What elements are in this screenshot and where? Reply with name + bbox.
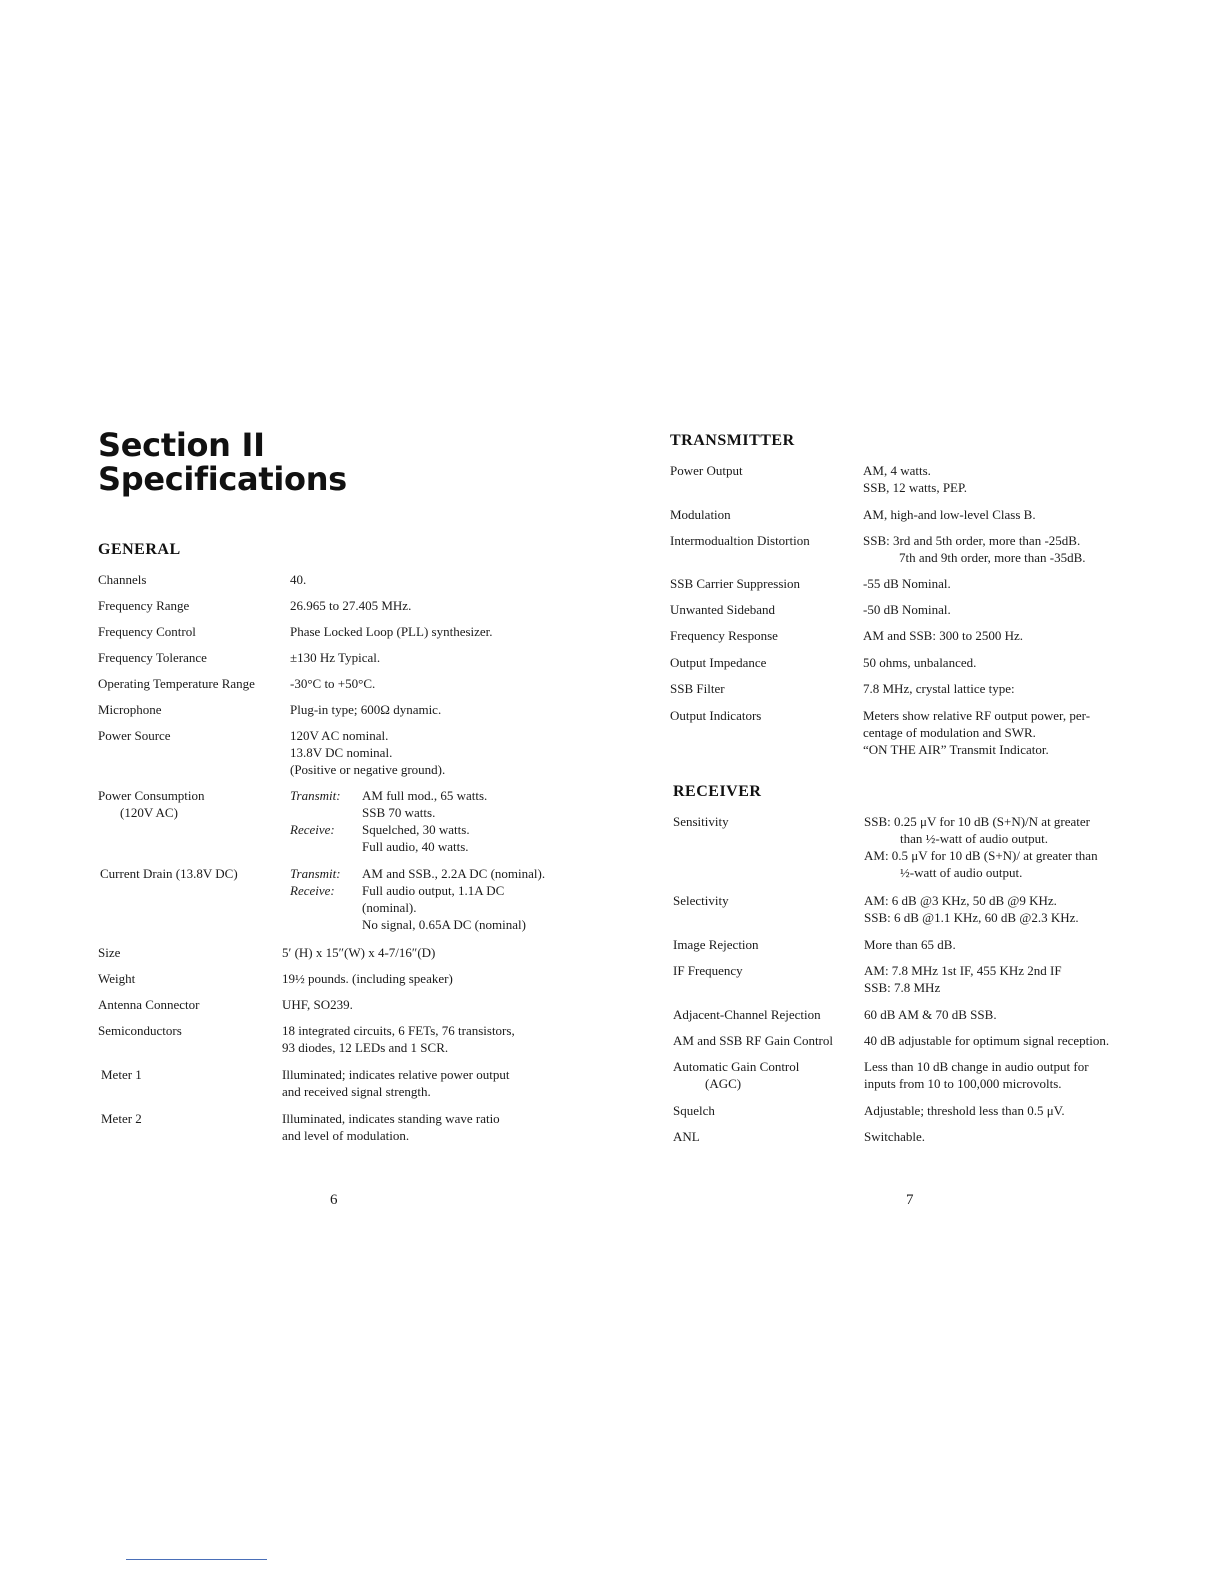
value-line: AM: 6 dB @3 KHz, 50 dB @9 KHz.	[864, 893, 1057, 908]
mode-key: Receive:	[290, 822, 335, 837]
value-line: and level of modulation.	[282, 1128, 410, 1143]
spec-value	[290, 865, 545, 933]
mode-lines	[362, 821, 470, 855]
page-number: 7	[906, 1192, 914, 1208]
value-line: 120V AC nominal.	[290, 728, 389, 743]
footnote-rule	[126, 1559, 267, 1560]
spec-label: Meter 2	[101, 1111, 142, 1126]
spec-label: Selectivity	[673, 893, 729, 908]
spec-value: AM, high-and low-level Class B.	[863, 507, 1036, 522]
spec-value: 7.8 MHz, crystal lattice type:	[863, 681, 1015, 696]
page-number: 6	[330, 1192, 338, 1208]
mode-key: Receive:	[290, 883, 335, 898]
value-line: Full audio output, 1.1A DC	[362, 883, 505, 898]
spec-value	[864, 892, 1079, 926]
value-line: SSB: 7.8 MHz	[864, 980, 941, 995]
value-line: inputs from 10 to 100,000 microvolts.	[864, 1076, 1062, 1091]
value-line: No signal, 0.65A DC (nominal)	[362, 917, 526, 932]
receive-row	[290, 821, 487, 855]
spec-value: Adjustable; threshold less than 0.5 μV.	[864, 1103, 1065, 1118]
value-line: (nominal).	[362, 900, 417, 915]
value-line: Squelched, 30 watts.	[362, 822, 470, 837]
spec-value: 40 dB adjustable for optimum signal reception.	[864, 1033, 1110, 1048]
value-line: 18 integrated circuits, 6 FETs, 76 transistors,	[282, 1023, 515, 1038]
spec-value	[864, 813, 1098, 881]
value-line: AM full mod., 65 watts.	[362, 788, 488, 803]
value-line: AM, 4 watts.	[863, 463, 931, 478]
mode-key: Transmit:	[290, 866, 341, 881]
general-heading: GENERAL	[98, 541, 181, 558]
value-line: SSB: 0.25 μV for 10 dB (S+N)/N at greater	[864, 814, 1091, 829]
spec-label: Frequency Range	[98, 598, 190, 613]
spec-value: -30°C to +50°C.	[290, 676, 376, 691]
spec-value	[863, 462, 967, 496]
spec-value: Switchable.	[864, 1129, 926, 1144]
spec-label: Antenna Connector	[98, 997, 200, 1012]
spec-label: SSB Filter	[670, 681, 725, 696]
spec-value: ±130 Hz Typical.	[290, 650, 381, 665]
value-line: SSB, 12 watts, PEP.	[863, 480, 968, 495]
spec-value: -55 dB Nominal.	[863, 576, 951, 591]
mode-lines	[362, 787, 487, 821]
transmitter-heading: TRANSMITTER	[670, 432, 795, 449]
spec-label: SSB Carrier Suppression	[670, 576, 800, 591]
spec-value	[863, 707, 1090, 758]
spec-label: Power Source	[98, 728, 171, 743]
spec-value	[282, 1110, 500, 1144]
value-line: than ½-watt of audio output.	[900, 831, 1049, 846]
label-line: Power Consumption	[98, 788, 205, 803]
spec-label: Power Output	[670, 463, 743, 478]
value-line: SSB: 6 dB @1.1 KHz, 60 dB @2.3 KHz.	[864, 910, 1079, 925]
spec-label: Sensitivity	[673, 814, 729, 829]
spec-value: AM and SSB: 300 to 2500 Hz.	[863, 628, 1023, 643]
spec-label: Adjacent-Channel Rejection	[673, 1007, 821, 1022]
spec-label: Operating Temperature Range	[98, 676, 255, 691]
spec-label: Channels	[98, 572, 147, 587]
value-line: and received signal strength.	[282, 1084, 431, 1099]
spec-label: Current Drain (13.8V DC)	[100, 866, 238, 881]
value-line: 7th and 9th order, more than -35dB.	[899, 550, 1086, 565]
value-line: Illuminated, indicates standing wave ratio	[282, 1111, 500, 1126]
spec-value: Plug-in type; 600Ω dynamic.	[290, 702, 442, 717]
spec-label: Weight	[98, 971, 136, 986]
spec-label: Frequency Tolerance	[98, 650, 207, 665]
spec-value: 26.965 to 27.405 MHz.	[290, 598, 412, 613]
spec-label: Microphone	[98, 702, 162, 717]
value-line: AM: 7.8 MHz 1st IF, 455 KHz 2nd IF	[864, 963, 1062, 978]
value-line: SSB 70 watts.	[362, 805, 436, 820]
value-line: 13.8V DC nominal.	[290, 745, 393, 760]
value-line: AM: 0.5 μV for 10 dB (S+N)/ at greater than	[864, 848, 1098, 863]
transmit-row	[290, 865, 545, 882]
mode-key: Transmit:	[290, 788, 341, 803]
mode-lines	[362, 882, 526, 933]
value-line: centage of modulation and SWR.	[863, 725, 1036, 740]
value-line: Full audio, 40 watts.	[362, 839, 469, 854]
value-line: 93 diodes, 12 LEDs and 1 SCR.	[282, 1040, 449, 1055]
value-line: Illuminated; indicates relative power output	[282, 1067, 510, 1082]
value-line: ½-watt of audio output.	[900, 865, 1023, 880]
spec-label: Modulation	[670, 507, 731, 522]
mode-lines	[362, 865, 545, 882]
spec-label: Intermodualtion Distortion	[670, 533, 810, 548]
spec-label: ANL	[673, 1129, 700, 1144]
spec-label: AM and SSB RF Gain Control	[673, 1033, 833, 1048]
spec-value: 19½ pounds. (including speaker)	[282, 971, 453, 986]
spec-value	[282, 1066, 509, 1100]
spec-label	[673, 1058, 799, 1092]
spec-value	[282, 1022, 515, 1056]
spec-label: Size	[98, 945, 121, 960]
value-line: “ON THE AIR” Transmit Indicator.	[863, 742, 1049, 757]
spec-value	[290, 727, 445, 778]
label-line: Automatic Gain Control	[673, 1059, 800, 1074]
spec-label: Frequency Response	[670, 628, 778, 643]
spec-label: IF Frequency	[673, 963, 743, 978]
spec-label	[98, 787, 205, 821]
spec-label: Meter 1	[101, 1067, 142, 1082]
spec-label: Unwanted Sideband	[670, 602, 776, 617]
value-line: Meters show relative RF output power, per-	[863, 708, 1091, 723]
spec-value: More than 65 dB.	[864, 937, 956, 952]
spec-value	[864, 1058, 1089, 1092]
value-line: (Positive or negative ground).	[290, 762, 446, 777]
spec-label: Frequency Control	[98, 624, 196, 639]
section-number: Section II	[98, 426, 265, 464]
spec-label: Output Indicators	[670, 708, 762, 723]
spec-label: Image Rejection	[673, 937, 759, 952]
spec-value: Phase Locked Loop (PLL) synthesizer.	[290, 624, 493, 639]
spec-value: 40.	[290, 572, 307, 587]
spec-value: UHF, SO239.	[282, 997, 353, 1012]
spec-value	[864, 962, 1062, 996]
spec-value	[290, 787, 487, 855]
receiver-heading: RECEIVER	[673, 783, 762, 800]
section-title: Specifications	[98, 460, 347, 498]
label-subline: (AGC)	[705, 1076, 742, 1091]
spec-label: Output Impedance	[670, 655, 767, 670]
spec-value	[863, 532, 1086, 566]
spec-value: 5′ (H) x 15″(W) x 4-7/16″(D)	[282, 945, 436, 960]
section-heading	[98, 428, 347, 496]
label-subline: (120V AC)	[120, 805, 178, 820]
value-line: Less than 10 dB change in audio output for	[864, 1059, 1089, 1074]
spec-label: Semiconductors	[98, 1023, 182, 1038]
spec-value: 50 ohms, unbalanced.	[863, 655, 977, 670]
spec-value: 60 dB AM & 70 dB SSB.	[864, 1007, 997, 1022]
receive-row	[290, 882, 545, 933]
spec-label: Squelch	[673, 1103, 715, 1118]
value-line: SSB: 3rd and 5th order, more than -25dB.	[863, 533, 1081, 548]
transmit-row	[290, 787, 487, 821]
spec-value: -50 dB Nominal.	[863, 602, 951, 617]
right-page	[612, 0, 1224, 1584]
value-line: AM and SSB., 2.2A DC (nominal).	[362, 866, 546, 881]
